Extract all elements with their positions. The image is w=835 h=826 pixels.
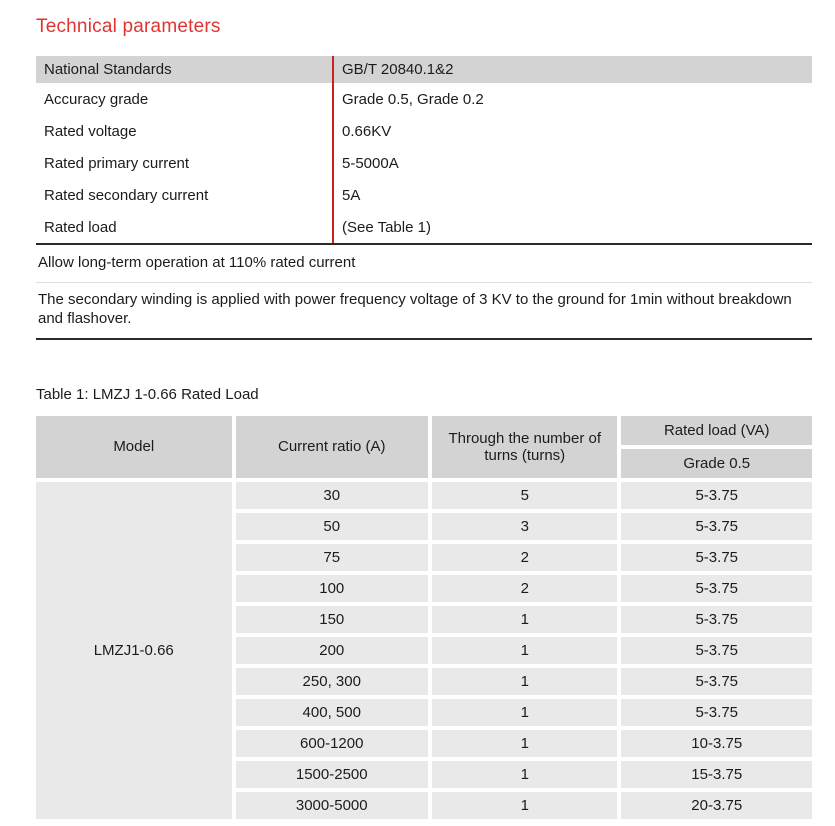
- page-title: Technical parameters: [36, 16, 221, 37]
- param-row: [36, 211, 812, 243]
- turns-cell: 1: [432, 730, 617, 757]
- param-value: 0.66KV: [332, 115, 812, 147]
- param-label: Rated load: [44, 218, 117, 236]
- turns-cell: 1: [432, 637, 617, 664]
- load-cell: 15-3.75: [621, 761, 812, 788]
- ratio-cell: 600-1200: [236, 730, 429, 757]
- table1-header-model: Model: [36, 416, 232, 478]
- ratio-cell: 400, 500: [236, 699, 429, 726]
- load-cell: 5-3.75: [621, 668, 812, 695]
- param-row: [36, 83, 812, 115]
- load-cell: 5-3.75: [621, 606, 812, 633]
- table1-header-current-ratio: Current ratio (A): [236, 416, 429, 478]
- load-cell: 5-3.75: [621, 575, 812, 602]
- turns-cell: 1: [432, 668, 617, 695]
- model-cell: LMZJ1-0.66: [36, 482, 232, 819]
- rated-load-table: [32, 412, 816, 823]
- ratio-cell: 150: [236, 606, 429, 633]
- param-row: [36, 179, 812, 211]
- ratio-cell: 1500-2500: [236, 761, 429, 788]
- turns-cell: 3: [432, 513, 617, 540]
- turns-cell: 1: [432, 792, 617, 819]
- param-value: Grade 0.5, Grade 0.2: [332, 83, 812, 115]
- load-cell: 5-3.75: [621, 513, 812, 540]
- load-cell: 5-3.75: [621, 699, 812, 726]
- notes-section: [36, 245, 812, 340]
- load-cell: 5-3.75: [621, 544, 812, 571]
- param-row: [36, 56, 812, 83]
- turns-cell: 1: [432, 761, 617, 788]
- note-secondary-winding: The secondary winding is applied with power frequency voltage of 3 KV to the ground for 1min without breakdown and flashover.: [36, 283, 812, 340]
- param-label: Accuracy grade: [44, 90, 149, 108]
- turns-cell: 1: [432, 606, 617, 633]
- ratio-cell: 100: [236, 575, 429, 602]
- ratio-cell: 75: [236, 544, 429, 571]
- table1-header-grade: Grade 0.5: [621, 449, 812, 478]
- param-value: (See Table 1): [332, 211, 812, 243]
- load-cell: 5-3.75: [621, 637, 812, 664]
- turns-cell: 2: [432, 575, 617, 602]
- param-value: 5A: [332, 179, 812, 211]
- table1-header-rated-load: Rated load (VA): [621, 416, 812, 445]
- ratio-cell: 3000-5000: [236, 792, 429, 819]
- param-row: [36, 115, 812, 147]
- table-row: [36, 482, 812, 509]
- ratio-cell: 30: [236, 482, 429, 509]
- note-long-term-operation: Allow long-term operation at 110% rated current: [36, 245, 812, 283]
- table1-header-turns: Through the number of turns (turns): [432, 416, 617, 478]
- turns-cell: 5: [432, 482, 617, 509]
- load-cell: 20-3.75: [621, 792, 812, 819]
- param-row: [36, 147, 812, 179]
- param-label: National Standards: [44, 61, 172, 78]
- table1-caption: Table 1: LMZJ 1-0.66 Rated Load: [36, 385, 259, 403]
- param-label: Rated secondary current: [44, 186, 209, 204]
- turns-cell: 1: [432, 699, 617, 726]
- load-cell: 5-3.75: [621, 482, 812, 509]
- param-label: Rated primary current: [44, 154, 190, 172]
- param-label: Rated voltage: [44, 122, 137, 140]
- params-table: [36, 56, 812, 245]
- ratio-cell: 200: [236, 637, 429, 664]
- param-value: GB/T 20840.1&2: [332, 56, 812, 83]
- param-value: 5-5000A: [332, 147, 812, 179]
- load-cell: 10-3.75: [621, 730, 812, 757]
- ratio-cell: 250, 300: [236, 668, 429, 695]
- turns-cell: 2: [432, 544, 617, 571]
- content-area: [36, 0, 812, 823]
- ratio-cell: 50: [236, 513, 429, 540]
